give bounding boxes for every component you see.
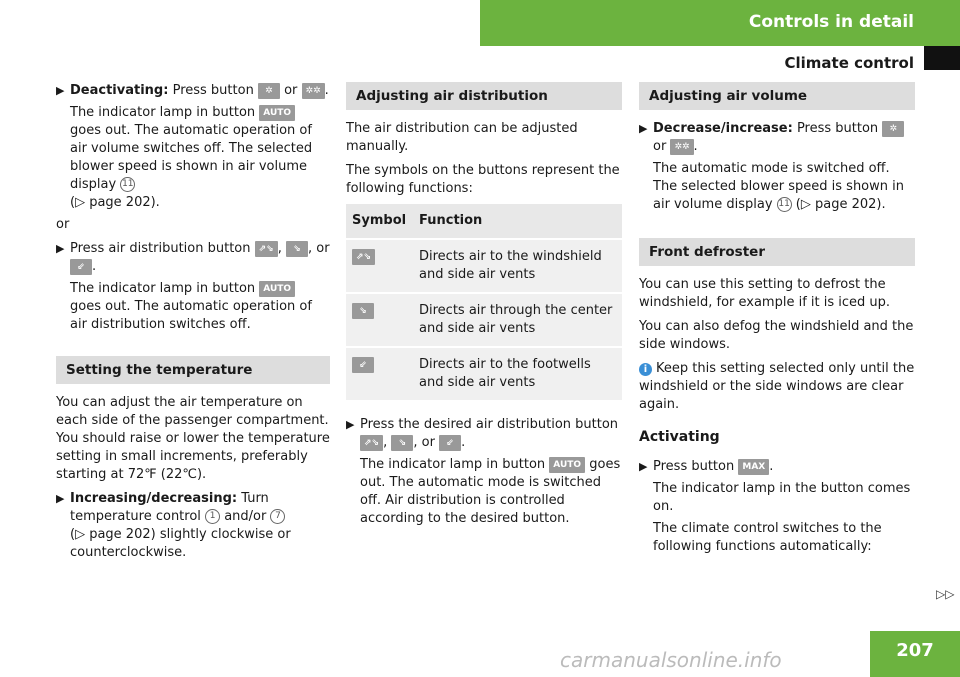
symbol-header: Symbol [346,204,413,239]
page-ref: (▷ page 202). [70,195,160,210]
center-vent-button-icon: ⇘ [391,435,413,451]
function-cell: Directs air to the windshield and side air vents [413,239,622,293]
callout-7: 7 [270,509,285,524]
fan-low-button-icon: ✲ [882,121,904,137]
max-defrost-button-icon: MAX [738,459,769,475]
function-cell: Directs air to the footwells and side air vents [413,347,622,400]
defroster-p2: You can also defog the windshield and the side windows. [639,319,914,352]
table-row [346,239,622,293]
fan-high-button-icon: ✲✲ [670,139,693,155]
section-title: Controls in detail [748,12,914,32]
auto-button-icon: AUTO [259,281,295,297]
fan-high-button-icon: ✲✲ [302,83,325,99]
info-text: Keep this setting selected only until the windshield or the side windows are clear again. [639,361,915,412]
indicator-text-b: goes out. The automatic operation of air distribution switches off. [70,299,312,332]
info-note [639,360,915,414]
column-3 [639,82,915,560]
next-page-icon: ▷▷ [936,587,955,601]
step-arrow-icon: ▶ [56,242,65,255]
distribution-text: Press air distribution button [70,241,251,256]
activating-heading: Activating [639,429,720,445]
footwell-vent-button-icon: ⇙ [70,259,92,275]
increase-text-2: (▷ page 202) slightly clockwise or counterclockwise. [70,527,291,560]
distribution-p2: The symbols on the buttons represent the following functions: [346,163,620,196]
info-icon: i [639,363,652,376]
callout-1: 1 [205,509,220,524]
increase-label: Increasing/decreasing: [70,491,238,506]
or-line: or [56,217,70,232]
activate-p1: The indicator lamp in the button comes on. [653,481,911,514]
or-text: or [284,83,298,98]
fan-low-button-icon: ✲ [258,83,280,99]
press-text: Press the desired air distribution button [360,417,619,432]
function-cell: Directs air through the center and side air vents [413,293,622,347]
temperature-heading: Setting the temperature [56,356,330,384]
indicator-text-b: goes out. The automatic operation of air volume switches off. The selected blower speed is shown in air volume display [70,123,313,192]
windshield-vent-button-icon: ⇗⇘ [360,435,383,451]
decrease-label: Decrease/increase: [653,121,793,136]
activate-step: ▶ Press button MAX . The indicator lamp in the button comes on. The climate control switches to the following functions automatically: [639,458,915,556]
function-header: Function [413,204,622,239]
press-distribution-step: ▶ Press the desired air distribution button ⇗⇘ , ⇘ , or ⇙ . The indicator lamp in button AUTO goes out. The automatic mode is switched off. Air distribution is controlled according to the desired button. [346,417,621,526]
center-vent-icon: ⇘ [352,303,374,319]
increase-step [56,490,330,562]
step-arrow-icon: ▶ [346,418,355,431]
decrease-step: ▶ Decrease/increase: Press button ✲ or ✲✲ . The automatic mode is switched off. The selected blower speed is shown in air volume display 11 (▷ page 202). [639,121,904,212]
column-1 [56,82,330,566]
footwell-vent-button-icon: ⇙ [439,435,461,451]
air-volume-heading: Adjusting air volume [639,82,915,110]
indicator-text-b: goes out. The automatic mode is switched off. Air distribution is controlled according to the desired button. [360,457,621,526]
front-defroster-heading: Front defroster [639,238,915,266]
auto-button-icon: AUTO [549,457,585,473]
symbol-table [346,204,622,400]
activate-p2: The climate control switches to the following functions automatically: [653,521,882,554]
or-text: , or [413,435,435,450]
callout-11: 11 [120,177,135,192]
decrease-text: Press button [796,121,879,136]
indicator-text: The indicator lamp in button [70,105,256,120]
page-ref: (▷ page 202). [795,197,886,212]
deactivating-label: Deactivating: [70,83,169,98]
or-text: or [653,139,667,154]
deactivating-step: ▶ Deactivating: Press button ✲ or ✲✲ . The indicator lamp in button AUTO goes out. The automatic operation of air volume switches off. The selected blower speed is shown in air volume display 11 (▷ page 202). [56,83,329,210]
footwell-vent-icon: ⇙ [352,357,374,373]
defroster-p1: You can use this setting to defrost the windshield, for example if it is iced up. [639,277,891,310]
air-volume-text: The automatic mode is switched off. The selected blower speed is shown in air volume display [653,161,904,212]
column-2 [346,82,622,532]
press-button-text: Press button [653,459,735,474]
page-marker-tab [924,46,960,70]
header-tab [480,0,960,46]
page-number: 207 [870,631,960,677]
distribution-p1: The air distribution can be adjusted manually. [346,121,578,154]
windshield-vent-button-icon: ⇗⇘ [255,241,278,257]
indicator-text: The indicator lamp in button [360,457,546,472]
subsection-title: Climate control [784,54,914,72]
increase-text: Turn temperature control [70,491,269,524]
watermark: carmanualsonline.info [560,648,782,672]
or-text: , or [308,241,330,256]
step-arrow-icon: ▶ [639,122,648,135]
step-arrow-icon: ▶ [56,492,65,505]
step-arrow-icon: ▶ [56,84,65,97]
windshield-vent-icon: ⇗⇘ [352,249,375,265]
distribution-step: ▶ Press air distribution button ⇗⇘ , ⇘ , or ⇙ . The indicator lamp in button AUTO goes out. The automatic operation of air distribution switches off. [56,241,330,332]
distribution-heading: Adjusting air distribution [346,82,622,110]
center-vent-button-icon: ⇘ [286,241,308,257]
table-row [346,293,622,347]
auto-button-icon: AUTO [259,105,295,121]
indicator-text: The indicator lamp in button [70,281,256,296]
table-row [346,347,622,400]
step-arrow-icon: ▶ [639,460,648,473]
andor-text: and/or [224,509,267,524]
callout-11: 11 [777,197,792,212]
temperature-paragraph: You can adjust the air temperature on each side of the passenger compartment. You should raise or lower the temperature setting in small increments, preferably starting at 72℉ (22℃). [56,395,330,482]
deactivating-text: Press button [172,83,254,98]
